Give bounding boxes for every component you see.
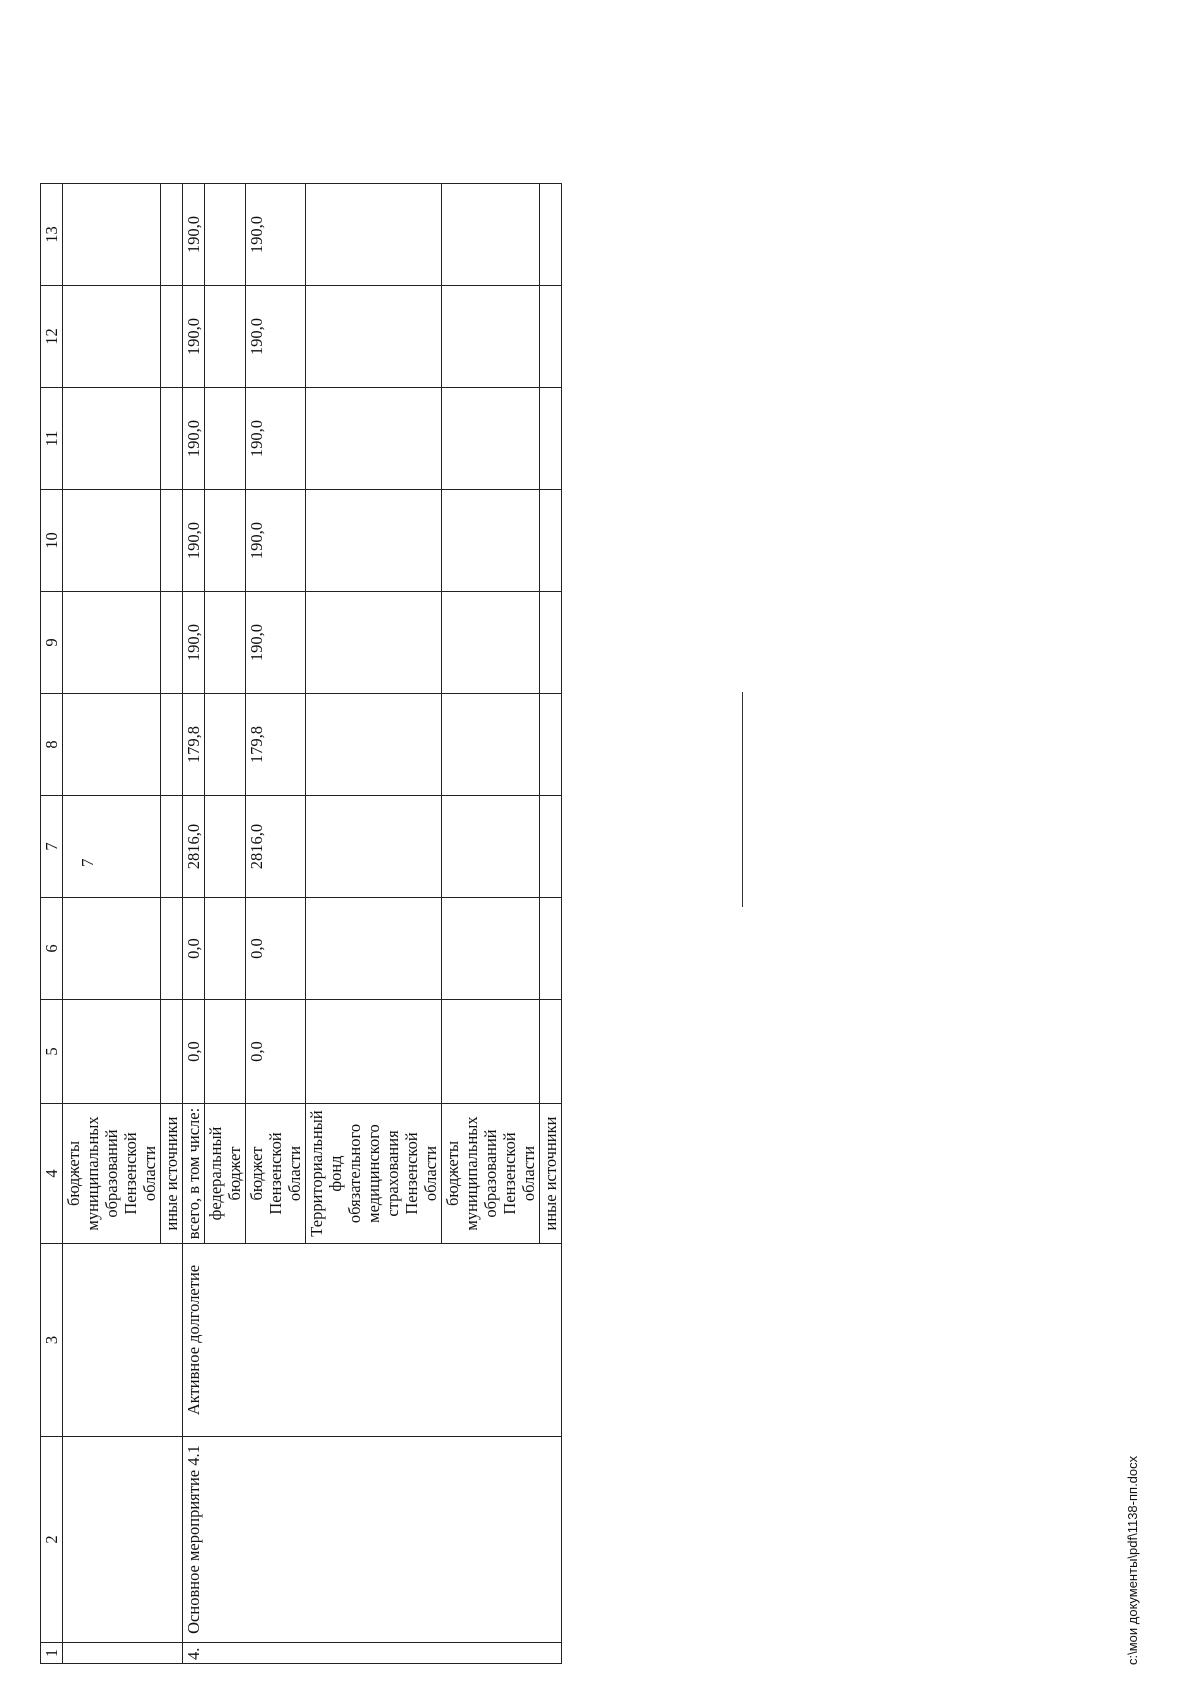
page-number: 7 xyxy=(78,858,97,867)
value-cell xyxy=(442,184,540,286)
value-cell xyxy=(63,286,161,388)
value-cell xyxy=(161,388,183,490)
value-cell xyxy=(540,388,562,490)
cell-empty xyxy=(63,1643,183,1664)
value-cell: 190,0 xyxy=(183,490,205,592)
value-cell: 179,8 xyxy=(183,694,205,796)
value-cell xyxy=(442,694,540,796)
col-header: 5 xyxy=(41,1000,63,1104)
value-cell xyxy=(63,490,161,592)
value-cell xyxy=(306,286,442,388)
footer-file-path: c:\мои документы\pdf\1138-пп.docx xyxy=(1125,1455,1140,1665)
value-cell: 190,0 xyxy=(183,184,205,286)
col-header: 9 xyxy=(41,592,63,694)
value-cell xyxy=(205,184,246,286)
funding-source: федеральный бюджет xyxy=(205,1104,246,1244)
value-cell: 0,0 xyxy=(183,1000,205,1104)
col-header: 8 xyxy=(41,694,63,796)
value-cell xyxy=(540,898,562,1000)
table-row xyxy=(183,184,205,1664)
value-cell: 190,0 xyxy=(246,286,306,388)
row-number: 4. xyxy=(183,1643,562,1664)
value-cell xyxy=(205,388,246,490)
value-cell xyxy=(540,286,562,388)
value-cell xyxy=(306,592,442,694)
value-cell xyxy=(540,1000,562,1104)
value-cell xyxy=(161,1000,183,1104)
value-cell xyxy=(63,184,161,286)
value-cell xyxy=(442,286,540,388)
value-cell xyxy=(205,286,246,388)
value-cell xyxy=(161,184,183,286)
value-cell xyxy=(205,898,246,1000)
col-header: 13 xyxy=(41,184,63,286)
budget-table xyxy=(40,183,562,1664)
value-cell: 190,0 xyxy=(183,388,205,490)
value-cell xyxy=(63,898,161,1000)
value-cell xyxy=(442,898,540,1000)
value-cell xyxy=(161,898,183,1000)
value-cell xyxy=(161,694,183,796)
value-cell xyxy=(306,694,442,796)
value-cell xyxy=(442,796,540,898)
value-cell: 190,0 xyxy=(183,286,205,388)
value-cell xyxy=(205,592,246,694)
value-cell xyxy=(161,796,183,898)
col-header: 11 xyxy=(41,388,63,490)
value-cell: 2816,0 xyxy=(183,796,205,898)
funding-source: иные источники xyxy=(540,1104,562,1244)
funding-source: бюджеты муниципальных образований Пензенской области xyxy=(63,1104,161,1244)
value-cell xyxy=(205,490,246,592)
value-cell: 0,0 xyxy=(246,898,306,1000)
value-cell xyxy=(63,388,161,490)
value-cell xyxy=(63,1000,161,1104)
col-header: 7 xyxy=(41,796,63,898)
value-cell xyxy=(161,490,183,592)
value-cell xyxy=(205,694,246,796)
separator-line xyxy=(742,692,743,907)
col-header: 2 xyxy=(41,1437,63,1643)
col-header: 6 xyxy=(41,898,63,1000)
funding-source: бюджеты муниципальных образований Пензенской области xyxy=(442,1104,540,1244)
value-cell xyxy=(205,1000,246,1104)
value-cell xyxy=(540,694,562,796)
value-cell xyxy=(540,592,562,694)
value-cell: 190,0 xyxy=(246,592,306,694)
value-cell: 190,0 xyxy=(183,592,205,694)
value-cell xyxy=(63,694,161,796)
value-cell xyxy=(63,592,161,694)
value-cell: 179,8 xyxy=(246,694,306,796)
value-cell: 190,0 xyxy=(246,388,306,490)
value-cell: 190,0 xyxy=(246,184,306,286)
measure-goal: Активное долголетие xyxy=(183,1244,562,1437)
value-cell xyxy=(306,796,442,898)
value-cell xyxy=(442,388,540,490)
value-cell: 190,0 xyxy=(246,490,306,592)
cell-empty xyxy=(63,1244,183,1437)
value-cell xyxy=(306,184,442,286)
header-row xyxy=(41,184,63,1664)
col-header: 4 xyxy=(41,1104,63,1244)
funding-source: Территориальный фонд обязательного медицинского страхования Пензенской области xyxy=(306,1104,442,1244)
funding-source: иные источники xyxy=(161,1104,183,1244)
value-cell xyxy=(540,184,562,286)
value-cell xyxy=(161,286,183,388)
value-cell xyxy=(205,796,246,898)
funding-source: всего, в том числе: xyxy=(183,1104,205,1244)
value-cell xyxy=(306,388,442,490)
col-header: 1 xyxy=(41,1643,63,1664)
value-cell xyxy=(306,490,442,592)
value-cell xyxy=(63,796,161,898)
value-cell xyxy=(306,898,442,1000)
value-cell xyxy=(442,1000,540,1104)
value-cell xyxy=(540,796,562,898)
value-cell: 0,0 xyxy=(183,898,205,1000)
cell-empty xyxy=(63,1437,183,1643)
table-row xyxy=(63,184,161,1664)
col-header: 10 xyxy=(41,490,63,592)
value-cell: 2816,0 xyxy=(246,796,306,898)
col-header: 3 xyxy=(41,1244,63,1437)
measure-name: Основное мероприятие 4.1 xyxy=(183,1437,562,1643)
value-cell xyxy=(161,592,183,694)
funding-source: бюджет Пензенской области xyxy=(246,1104,306,1244)
value-cell xyxy=(306,1000,442,1104)
value-cell xyxy=(442,592,540,694)
col-header: 12 xyxy=(41,286,63,388)
value-cell: 0,0 xyxy=(246,1000,306,1104)
value-cell xyxy=(442,490,540,592)
value-cell xyxy=(540,490,562,592)
